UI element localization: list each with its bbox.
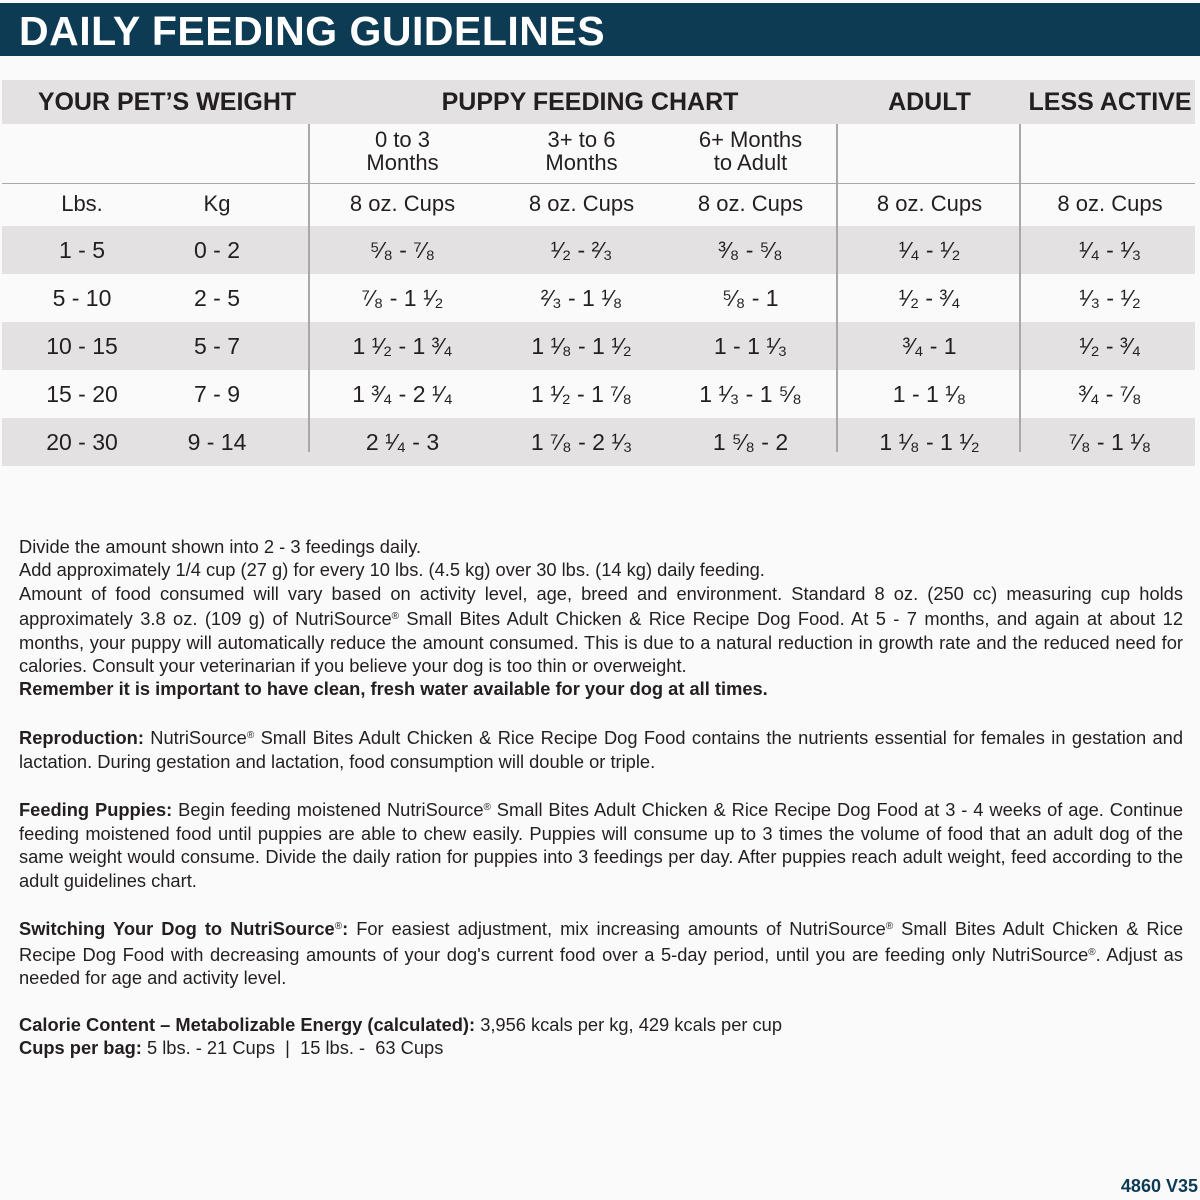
unit-cups: 8 oz. Cups — [876, 191, 983, 216]
subheader-0-3-months: 0 to 3 Months — [366, 127, 439, 175]
cell-puppy-6-adult: 1 ⁵⁄₈ - 2 — [712, 429, 789, 455]
unit-cups: 8 oz. Cups — [349, 191, 456, 216]
age-subheader-row — [2, 124, 1195, 184]
cell-puppy-6-adult: 1 - 1 ¹⁄₃ — [713, 333, 788, 359]
cell-puppy-0-3: 2 ¹⁄₄ - 3 — [365, 429, 440, 455]
column-divider — [1019, 124, 1021, 452]
header-puppy-chart: PUPPY FEEDING CHART — [441, 88, 739, 116]
cell-kg: 9 - 14 — [187, 429, 247, 455]
cell-puppy-3-6: 1 ¹⁄₂ - 1 ⁷⁄₈ — [531, 381, 632, 407]
cell-puppy-6-adult: 1 ¹⁄₃ - 1 ⁵⁄₈ — [699, 381, 802, 407]
cell-kg: 5 - 7 — [193, 333, 241, 359]
table-row — [2, 370, 1195, 418]
cell-kg: 7 - 9 — [193, 381, 241, 407]
unit-lbs: Lbs. — [61, 191, 103, 216]
cell-puppy-3-6: ¹⁄₂ - ²⁄₃ — [550, 237, 613, 263]
cell-less-active: ¹⁄₃ - ¹⁄₂ — [1079, 285, 1141, 311]
note-switching: Switching Your Dog to NutriSource®: For easiest adjustment, mix increasing amounts of NutriSource® Small Bites Adult Chicken & Rice Recipe Dog Food with decreasing amounts of your dog's current food over a 5-day period, until you are feeding only NutriSource®. Adjust as needed for age and activity level. — [19, 918, 1184, 989]
product-code: 4860 V35 — [1120, 1176, 1198, 1196]
cell-puppy-3-6: 1 ¹⁄₈ - 1 ¹⁄₂ — [531, 333, 632, 359]
column-divider — [308, 124, 310, 452]
subheader-6-months-adult: 6+ Months to Adult — [698, 127, 803, 175]
cell-adult: 1 - 1 ¹⁄₈ — [892, 381, 967, 407]
note-amount: Amount of food consumed will vary based on activity level, age, breed and environment. Standard 8 oz. (250 cc) measuring cup holds approximately 3.8 oz. (109 g) of NutriSource® Small Bites Adult Chicken & Rice Recipe Dog Food. At 5 - 7 months, and again at about 12 months, your puppy will automatically reduce the amount consumed. This is due to a natural reduction in growth rate and the reduced need for calories. Consult your veterinarian if you believe your dog is too thin or overweight. — [19, 582, 1183, 677]
group-header-row — [2, 80, 1195, 124]
note-reproduction: Reproduction: NutriSource® Small Bites Adult Chicken & Rice Recipe Dog Food contains the nutrients essential for females in gestation and lactation. During gestation and lactation, food consumption will double or triple. — [19, 727, 1183, 772]
cell-less-active: ¹⁄₂ - ³⁄₄ — [1079, 333, 1141, 359]
subheader-3-6-months: 3+ to 6 Months — [545, 127, 618, 175]
cell-lbs: 15 - 20 — [46, 381, 118, 407]
feeding-notes — [19, 535, 1183, 1060]
header-adult: ADULT — [888, 88, 971, 116]
table-row — [2, 274, 1195, 322]
unit-kg: Kg — [203, 191, 231, 216]
header-pet-weight: YOUR PET’S WEIGHT — [37, 88, 297, 116]
units-row — [2, 184, 1195, 226]
column-divider — [836, 124, 838, 452]
cell-puppy-0-3: ⁵⁄₈ - ⁷⁄₈ — [369, 237, 436, 263]
cell-adult: ¹⁄₂ - ³⁄₄ — [898, 285, 961, 311]
cell-less-active: ⁷⁄₈ - 1 ¹⁄₈ — [1068, 429, 1152, 455]
cell-puppy-0-3: ⁷⁄₈ - 1 ¹⁄₂ — [361, 285, 444, 311]
cell-less-active: ¹⁄₄ - ¹⁄₃ — [1078, 237, 1142, 263]
cell-puppy-3-6: ²⁄₃ - 1 ¹⁄₈ — [540, 285, 623, 311]
note-cups-per-bag: Cups per bag: 5 lbs. - 21 Cups | 15 lbs. - 63 Cups — [19, 1037, 444, 1059]
cell-kg: 2 - 5 — [193, 285, 241, 311]
title-banner — [0, 3, 1200, 56]
cell-adult: ³⁄₄ - 1 — [902, 333, 957, 359]
feeding-table — [2, 80, 1195, 466]
cell-puppy-6-adult: ³⁄₈ - ⁵⁄₈ — [718, 237, 783, 263]
unit-cups: 8 oz. Cups — [528, 191, 635, 216]
cell-puppy-6-adult: ⁵⁄₈ - 1 — [722, 285, 779, 311]
cell-lbs: 5 - 10 — [52, 285, 112, 311]
cell-less-active: ³⁄₄ - ⁷⁄₈ — [1078, 381, 1142, 407]
cell-adult: 1 ¹⁄₈ - 1 ¹⁄₂ — [879, 429, 980, 455]
table-row — [2, 226, 1195, 274]
cell-puppy-0-3: 1 ¹⁄₂ - 1 ³⁄₄ — [352, 333, 453, 359]
note-divide: Divide the amount shown into 2 - 3 feedings daily. — [19, 536, 422, 557]
page-title: DAILY FEEDING GUIDELINES — [19, 8, 606, 54]
cell-lbs: 1 - 5 — [58, 237, 106, 263]
note-feeding-puppies: Feeding Puppies: Begin feeding moistened NutriSource® Small Bites Adult Chicken & Rice Recipe Dog Food at 3 - 4 weeks of age. Continue feeding moistened food until puppies are able to chew easily. Puppies will consume up to 3 times the volume of food that an adult dog of the same weight would consume. Divide the daily ration for puppies into 3 feedings per day. After puppies reach adult weight, feed according to the adult guidelines chart. — [19, 799, 1183, 891]
note-add-food: Add approximately 1/4 cup (27 g) for every 10 lbs. (4.5 kg) over 30 lbs. (14 kg) daily feeding. — [19, 559, 765, 581]
unit-cups: 8 oz. Cups — [697, 191, 804, 216]
table-row — [2, 418, 1195, 466]
cell-lbs: 10 - 15 — [46, 333, 118, 359]
cell-lbs: 20 - 30 — [46, 429, 118, 455]
table-row — [2, 322, 1195, 370]
unit-cups: 8 oz. Cups — [1057, 191, 1163, 216]
cell-kg: 0 - 2 — [193, 237, 241, 263]
cell-adult: ¹⁄₄ - ¹⁄₂ — [898, 237, 961, 263]
cell-puppy-0-3: 1 ³⁄₄ - 2 ¹⁄₄ — [352, 381, 453, 407]
cell-puppy-3-6: 1 ⁷⁄₈ - 2 ¹⁄₃ — [530, 429, 633, 455]
header-less-active: LESS ACTIVE — [1028, 88, 1192, 116]
note-water: Remember it is important to have clean, fresh water available for your dog at all times. — [19, 678, 768, 700]
note-calorie-content: Calorie Content – Metabolizable Energy (calculated): 3,956 kcals per kg, 429 kcals per cup — [19, 1014, 782, 1036]
